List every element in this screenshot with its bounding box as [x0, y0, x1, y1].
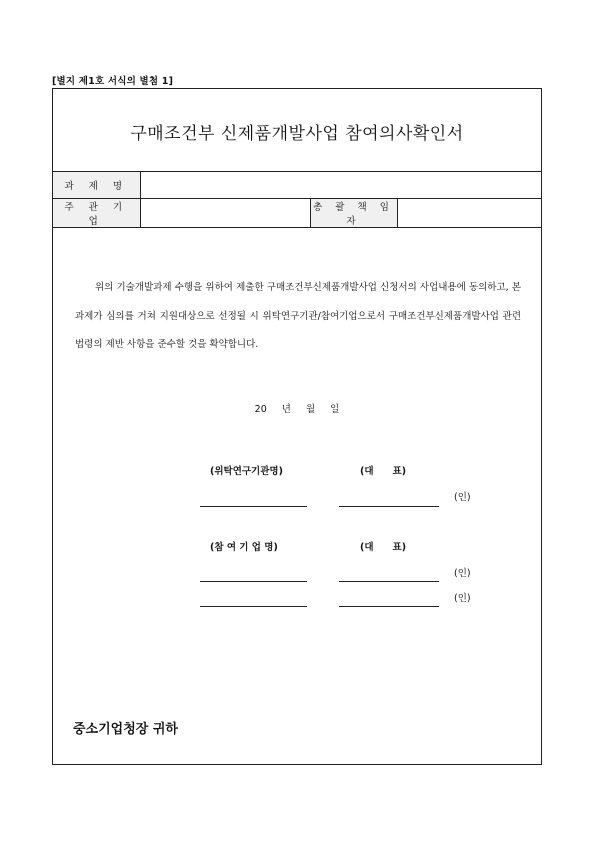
project-name-label: 과 제 명	[53, 172, 140, 199]
appendix-label: [별지 제1호 서식의 별첨 1]	[52, 76, 174, 87]
manager-label: 총 괄 책 임 자	[310, 199, 397, 228]
representative-label-2: (대 표)	[360, 542, 407, 553]
representative-label-1: (대 표)	[360, 466, 407, 477]
representative-signature-line-1[interactable]	[339, 506, 439, 507]
seal-mark-1: (인)	[454, 492, 471, 503]
research-org-signature-line[interactable]	[200, 506, 307, 507]
date-line: 20 년 월 일	[254, 404, 340, 415]
research-org-label: (위탁연구기관명)	[210, 466, 283, 477]
project-name-row	[53, 172, 541, 199]
participant-signature-line-1[interactable]	[200, 581, 307, 582]
seal-mark-2: (인)	[454, 568, 471, 579]
form-title: 구매조건부 신제품개발사업 참여의사확인서	[130, 124, 464, 144]
host-company-field[interactable]	[140, 199, 310, 228]
addressee: 중소기업청장 귀하	[73, 722, 178, 737]
participant-label: (참 여 기 업 명)	[210, 542, 278, 553]
project-name-field[interactable]	[140, 172, 541, 199]
info-table	[53, 171, 541, 228]
consent-statement: 위의 기술개발과제 수행을 위하여 제출한 구매조건부신제품개발사업 신청서의 사업내용에 동의하고, 본 과제가 심의를 거쳐 지원대상으로 선정될 시 위탁연구기관/참여기업으로서 구매조건부신제품개발사업 관련법령의 제반 사항을 준수할 것을 확약합니다.	[75, 282, 521, 350]
manager-field[interactable]	[397, 199, 541, 228]
form-frame	[52, 88, 542, 765]
host-company-row	[53, 199, 541, 228]
representative-signature-line-2[interactable]	[339, 581, 439, 582]
representative-signature-line-3[interactable]	[339, 606, 439, 607]
participant-signature-line-2[interactable]	[200, 606, 307, 607]
seal-mark-3: (인)	[454, 593, 471, 604]
host-company-label: 주 관 기 업	[53, 199, 140, 228]
